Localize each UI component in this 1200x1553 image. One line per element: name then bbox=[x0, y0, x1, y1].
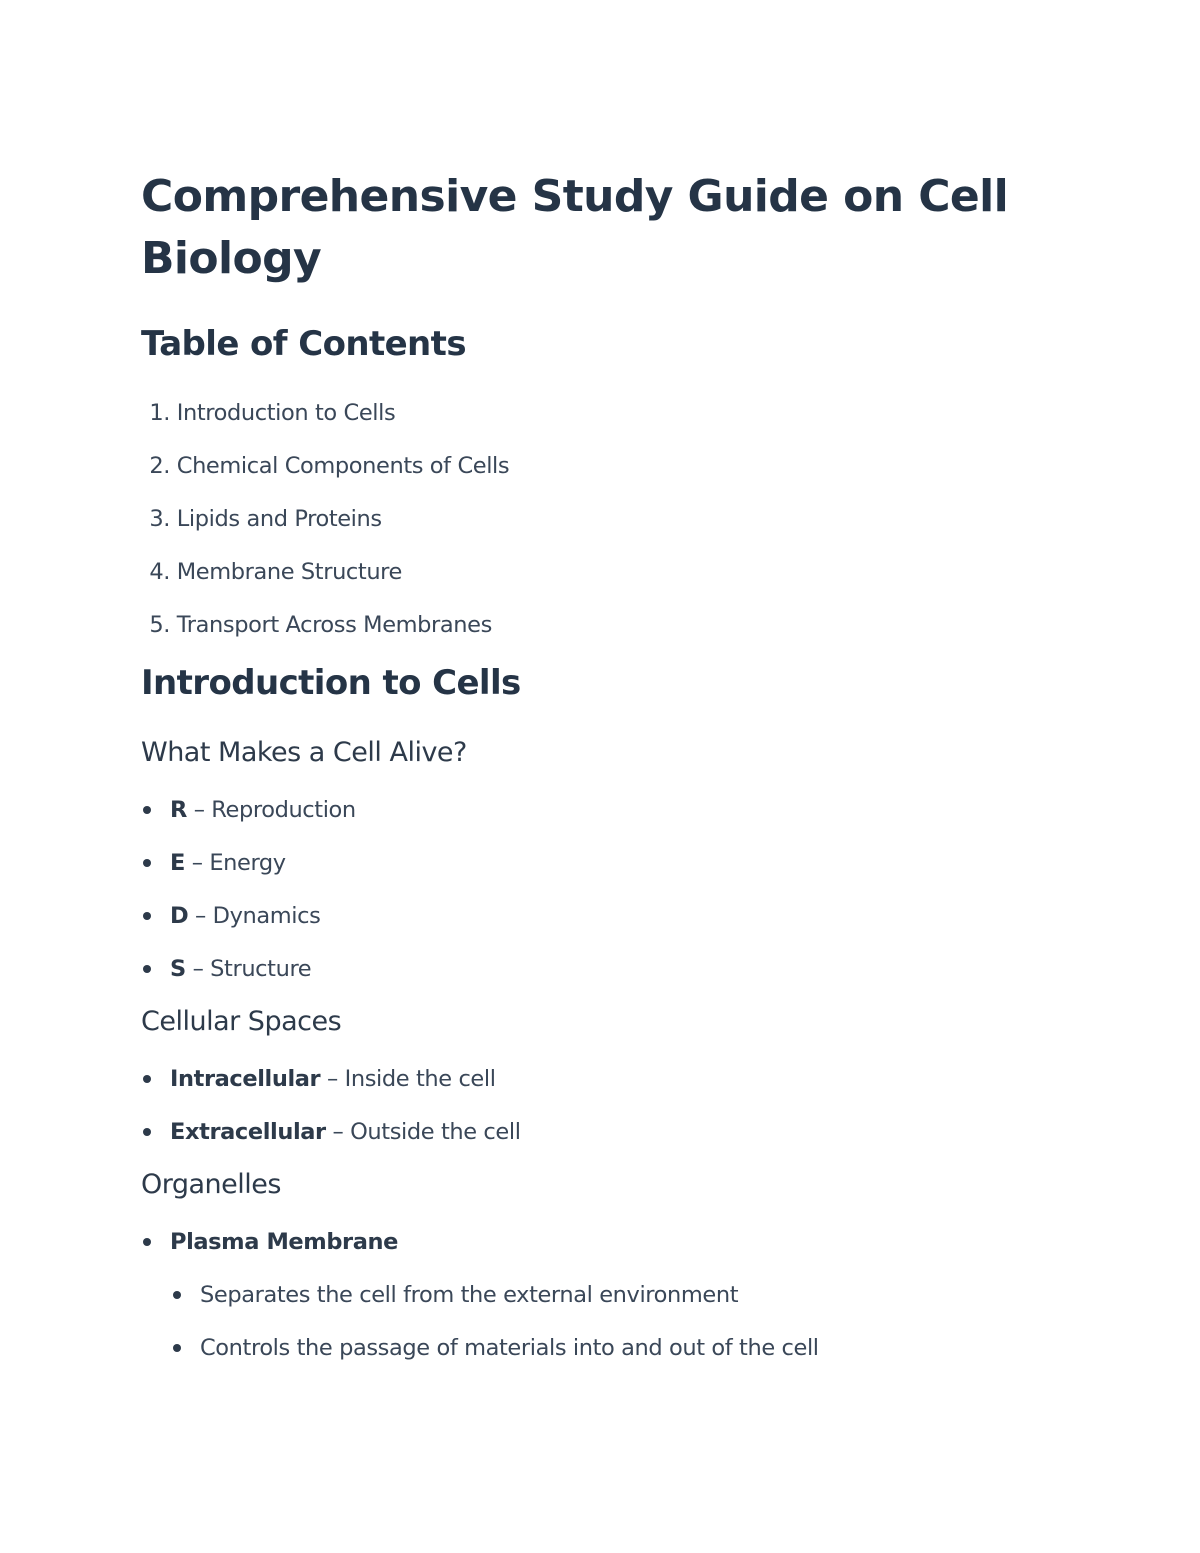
bullet-icon bbox=[143, 1075, 151, 1083]
toc-item-number: 4. bbox=[149, 559, 170, 585]
nested-list-item bbox=[141, 1333, 1041, 1363]
bullet-icon bbox=[143, 1128, 151, 1136]
bullet-icon bbox=[143, 965, 151, 973]
section-heading-introduction: Introduction to Cells bbox=[141, 663, 521, 703]
list-item bbox=[141, 848, 1041, 878]
list-item-desc: Dynamics bbox=[212, 903, 321, 929]
list-item bbox=[141, 795, 1041, 825]
bullet-icon bbox=[173, 1291, 181, 1299]
toc-item-label: Transport Across Membranes bbox=[176, 612, 492, 638]
list-item-desc: Energy bbox=[209, 850, 286, 876]
toc-item[interactable] bbox=[141, 398, 1041, 428]
list-item-separator: – bbox=[188, 903, 213, 929]
list-item-separator: – bbox=[325, 1119, 351, 1145]
toc-item-label: Introduction to Cells bbox=[176, 400, 396, 426]
subheading-cellular-spaces: Cellular Spaces bbox=[141, 1006, 342, 1037]
list-item bbox=[141, 1117, 1041, 1147]
bullet-icon bbox=[143, 859, 151, 867]
toc-item[interactable] bbox=[141, 451, 1041, 481]
subheading-organelles: Organelles bbox=[141, 1169, 281, 1200]
list-item bbox=[141, 1064, 1041, 1094]
list-item bbox=[141, 1227, 1041, 1257]
list-item-term: Plasma Membrane bbox=[170, 1229, 398, 1255]
list-item-separator: – bbox=[185, 956, 211, 982]
bullet-list-spaces bbox=[141, 1064, 1041, 1147]
list-item-desc: Outside the cell bbox=[350, 1119, 521, 1145]
bullet-list-organelles bbox=[141, 1227, 1041, 1363]
toc-item-label: Lipids and Proteins bbox=[176, 506, 382, 532]
list-item-separator: – bbox=[186, 797, 212, 823]
list-item-separator: – bbox=[184, 850, 210, 876]
toc-item-number: 2. bbox=[149, 453, 170, 479]
toc-item-number: 3. bbox=[149, 506, 170, 532]
list-item-term: D bbox=[170, 903, 189, 929]
bullet-icon bbox=[143, 912, 151, 920]
bullet-list-alive bbox=[141, 795, 1041, 984]
toc-item[interactable] bbox=[141, 504, 1041, 534]
bullet-icon bbox=[143, 806, 151, 814]
list-item-term: Intracellular bbox=[170, 1066, 321, 1092]
toc-item-number: 5. bbox=[149, 612, 170, 638]
toc-item-label: Chemical Components of Cells bbox=[176, 453, 510, 479]
list-item-desc: Structure bbox=[210, 956, 312, 982]
toc-heading: Table of Contents bbox=[141, 324, 466, 364]
list-item-separator: – bbox=[320, 1066, 345, 1092]
list-item-desc: Inside the cell bbox=[344, 1066, 496, 1092]
list-item-desc: Controls the passage of materials into and out of the cell bbox=[200, 1335, 819, 1361]
list-item-term: S bbox=[170, 956, 186, 982]
table-of-contents bbox=[141, 398, 1041, 640]
subheading-what-makes-cell-alive: What Makes a Cell Alive? bbox=[141, 737, 467, 768]
list-item bbox=[141, 954, 1041, 984]
list-item-desc: Separates the cell from the external environment bbox=[200, 1282, 739, 1308]
list-item-term: E bbox=[170, 850, 185, 876]
bullet-icon bbox=[143, 1238, 151, 1246]
list-item-desc: Reproduction bbox=[211, 797, 356, 823]
list-item bbox=[141, 901, 1041, 931]
toc-item[interactable] bbox=[141, 610, 1041, 640]
toc-item-number: 1. bbox=[149, 400, 170, 426]
toc-item[interactable] bbox=[141, 557, 1041, 587]
bullet-icon bbox=[173, 1344, 181, 1352]
list-item-term: Extracellular bbox=[170, 1119, 326, 1145]
document-page bbox=[141, 166, 1041, 1386]
document-title: Comprehensive Study Guide on Cell Biology bbox=[141, 171, 1009, 284]
list-item-term: R bbox=[170, 797, 187, 823]
nested-list-item bbox=[141, 1280, 1041, 1310]
toc-item-label: Membrane Structure bbox=[176, 559, 402, 585]
